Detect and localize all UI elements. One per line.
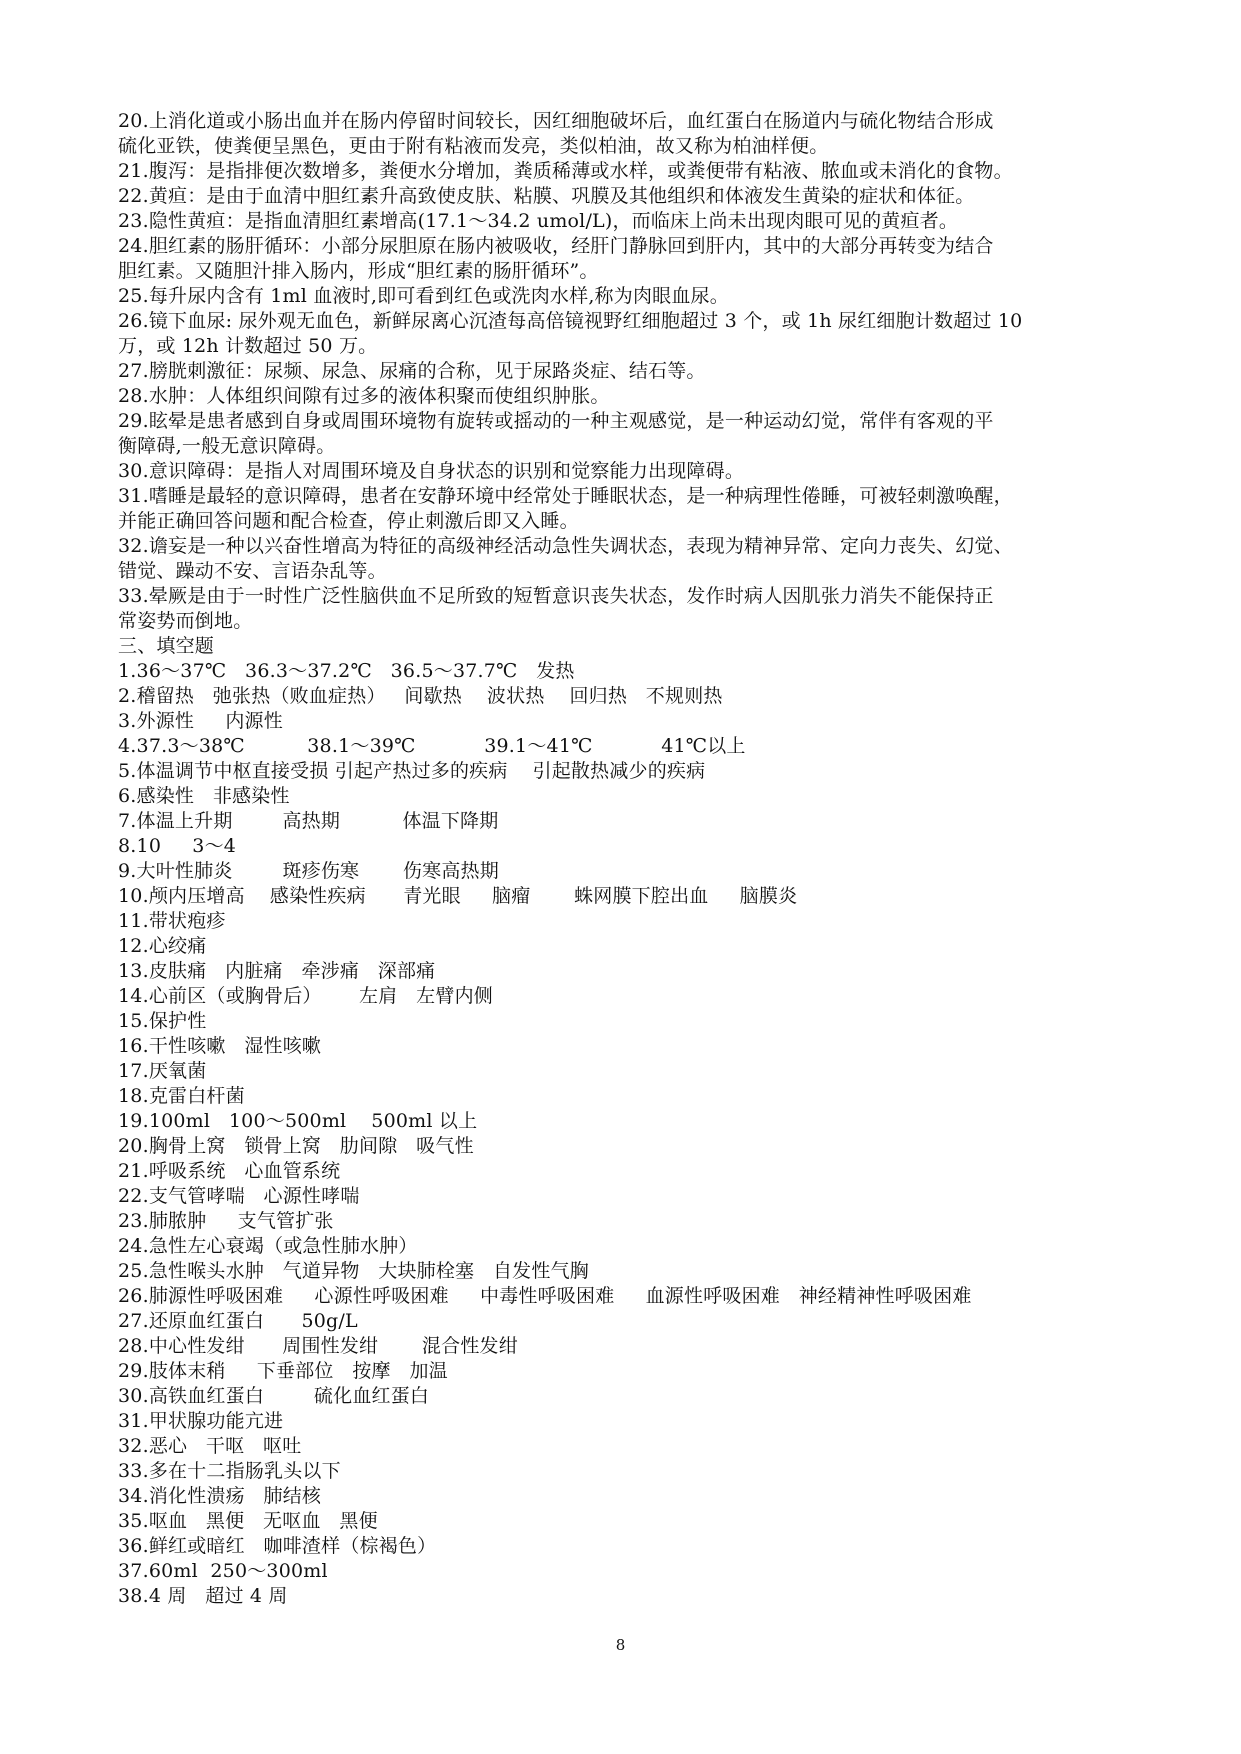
answer-line: 10.颅内压增高 感染性疾病 青光眼 脑瘤 蛛网膜下腔出血 脑膜炎	[118, 885, 798, 907]
definition-line: 21.腹泻：是指排便次数增多，粪便水分增加，粪质稀薄或水样，或粪便带有粘液、脓血或未消化的食物。	[118, 160, 1013, 182]
answer-line: 30.高铁血红蛋白 硫化血红蛋白	[118, 1385, 430, 1407]
definition-line-continued: 胆红素。又随胆汁排入肠内，形成“胆红素的肠肝循环”。	[118, 260, 599, 282]
answer-line: 6.感染性 非感染性	[118, 785, 290, 807]
definition-line: 27.膀胱刺激征：尿频、尿急、尿痛的合称，见于尿路炎症、结石等。	[118, 360, 706, 382]
answer-line: 15.保护性	[118, 1010, 207, 1032]
definition-line-continued: 常姿势而倒地。	[118, 610, 253, 632]
page-number: 8	[615, 1636, 626, 1654]
answer-line: 8.10 3～4	[118, 835, 237, 857]
answer-line: 14.心前区（或胸骨后） 左肩 左臂内侧	[118, 985, 493, 1007]
answer-line: 11.带状疱疹	[118, 910, 226, 932]
answer-line: 29.肢体末稍 下垂部位 按摩 加温	[118, 1360, 448, 1382]
answer-line: 19.100ml 100～500ml 500ml 以上	[118, 1110, 478, 1132]
definition-line-continued: 衡障碍,一般无意识障碍。	[118, 435, 336, 457]
answer-line: 22.支气管哮喘 心源性哮喘	[118, 1185, 360, 1207]
page-content	[118, 109, 1130, 1609]
definition-line: 26.镜下血尿: 尿外观无血色，新鲜尿离心沉渣每高倍镜视野红细胞超过 3 个，或 1h 尿红细胞计数超过 10	[118, 310, 1023, 332]
answer-line: 13.皮肤痛 内脏痛 牵涉痛 深部痛	[118, 960, 436, 982]
definition-line: 30.意识障碍：是指人对周围环境及自身状态的识别和觉察能力出现障碍。	[118, 460, 745, 482]
answer-line: 9.大叶性肺炎 斑疹伤寒 伤寒高热期	[118, 860, 499, 882]
answer-line: 32.恶心 干呕 呕吐	[118, 1435, 302, 1457]
definition-line: 23.隐性黄疸：是指血清胆红素增高(17.1～34.2 umol/L)，而临床上尚未出现肉眼可见的黄疸者。	[118, 210, 959, 232]
definition-line: 33.晕厥是由于一时性广泛性脑供血不足所致的短暂意识丧失状态，发作时病人因肌张力消失不能保持正	[118, 585, 994, 607]
answer-line: 34.消化性溃疡 肺结核	[118, 1485, 322, 1507]
definition-line: 25.每升尿内含有 1ml 血液时,即可看到红色或洗肉水样,称为肉眼血尿。	[118, 285, 729, 307]
definition-line: 20.上消化道或小肠出血并在肠内停留时间较长，因红细胞破坏后，血红蛋白在肠道内与硫化物结合形成	[118, 110, 994, 132]
answers-list	[118, 659, 1130, 1609]
answer-line: 31.甲状腺功能亢进	[118, 1410, 284, 1432]
answer-line: 28.中心性发绀 周围性发绀 混合性发绀	[118, 1335, 518, 1357]
answer-line: 5.体温调节中枢直接受损 引起产热过多的疾病 引起散热减少的疾病	[118, 760, 706, 782]
answer-line: 33.多在十二指肠乳头以下	[118, 1460, 341, 1482]
answer-line: 37.60ml 250～300ml	[118, 1560, 328, 1582]
definitions-list	[118, 109, 1130, 634]
answer-line: 12.心绞痛	[118, 935, 207, 957]
definition-line-continued: 万，或 12h 计数超过 50 万。	[118, 335, 378, 357]
definition-line-continued: 硫化亚铁，使粪便呈黑色，更由于附有粘液而发亮，类似柏油，故又称为柏油样便。	[118, 135, 829, 157]
answer-line: 36.鲜红或暗红 咖啡渣样（棕褐色）	[118, 1535, 437, 1557]
answer-line: 16.干性咳嗽 湿性咳嗽	[118, 1035, 322, 1057]
answer-line: 7.体温上升期 高热期 体温下降期	[118, 810, 499, 832]
answer-line: 21.呼吸系统 心血管系统	[118, 1160, 341, 1182]
answer-line: 23.肺脓肿 支气管扩张	[118, 1210, 334, 1232]
answer-line: 26.肺源性呼吸困难 心源性呼吸困难 中毒性呼吸困难 血源性呼吸困难 神经精神性呼吸困难	[118, 1285, 972, 1307]
answer-line: 3.外源性 内源性	[118, 710, 283, 732]
answer-line: 20.胸骨上窝 锁骨上窝 肋间隙 吸气性	[118, 1135, 474, 1157]
definition-line: 32.谵妄是一种以兴奋性增高为特征的高级神经活动急性失调状态，表现为精神异常、定向力丧失、幻觉、	[118, 535, 1013, 557]
answer-line: 18.克雷白杆菌	[118, 1085, 245, 1107]
definition-line: 24.胆红素的肠肝循环：小部分尿胆原在肠内被吸收，经肝门静脉回到肝内，其中的大部分再转变为结合	[118, 235, 994, 257]
section-heading: 三、填空题	[118, 635, 215, 657]
answer-line: 1.36～37℃ 36.3～37.2℃ 36.5～37.7℃ 发热	[118, 660, 575, 682]
answer-line: 25.急性喉头水肿 气道异物 大块肺栓塞 自发性气胸	[118, 1260, 589, 1282]
answer-line: 38.4 周 超过 4 周	[118, 1585, 288, 1607]
answer-line: 27.还原血红蛋白 50g/L	[118, 1310, 358, 1332]
answer-line: 2.稽留热 弛张热（败血症热） 间歇热 波状热 回归热 不规则热	[118, 685, 723, 707]
definition-line: 28.水肿：人体组织间隙有过多的液体积聚而使组织肿胀。	[118, 385, 610, 407]
definition-line-continued: 并能正确回答问题和配合检查，停止刺激后即又入睡。	[118, 510, 579, 532]
definition-line: 29.眩晕是患者感到自身或周围环境物有旋转或摇动的一种主观感觉，是一种运动幻觉，常伴有客观的平	[118, 410, 994, 432]
definition-line: 31.嗜睡是最轻的意识障碍，患者在安静环境中经常处于睡眠状态，是一种病理性倦睡，可被轻刺激唤醒，	[118, 485, 1013, 507]
definition-line: 22.黄疸：是由于血清中胆红素升高致使皮肤、粘膜、巩膜及其他组织和体液发生黄染的症状和体征。	[118, 185, 975, 207]
answer-line: 35.呕血 黑便 无呕血 黑便	[118, 1510, 378, 1532]
definition-line-continued: 错觉、躁动不安、言语杂乱等。	[118, 560, 387, 582]
answer-line: 24.急性左心衰竭（或急性肺水肿）	[118, 1235, 418, 1257]
answer-line: 17.厌氧菌	[118, 1060, 207, 1082]
answer-line: 4.37.3～38℃ 38.1～39℃ 39.1～41℃ 41℃以上	[118, 735, 746, 757]
